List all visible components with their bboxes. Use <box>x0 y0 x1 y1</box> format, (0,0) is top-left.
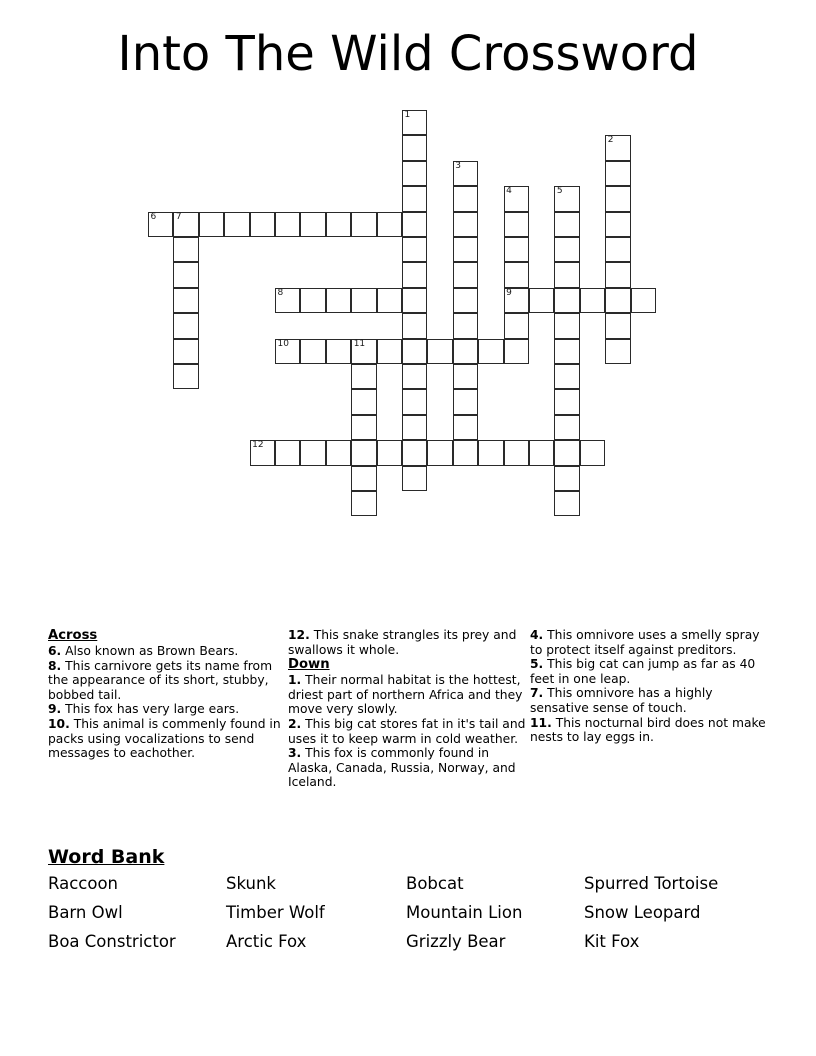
grid-cell[interactable] <box>173 339 198 364</box>
grid-cell[interactable] <box>402 364 427 389</box>
grid-cell[interactable] <box>554 466 579 491</box>
grid-cell[interactable] <box>554 415 579 440</box>
grid-cell[interactable] <box>529 440 554 465</box>
across-heading: Across <box>48 628 98 643</box>
grid-cell[interactable] <box>377 212 402 237</box>
down-heading: Down <box>288 657 330 673</box>
grid-cell[interactable] <box>605 237 630 262</box>
grid-cell[interactable] <box>326 440 351 465</box>
grid-cell[interactable] <box>504 339 529 364</box>
grid-cell[interactable] <box>605 135 630 160</box>
word-bank-item[interactable]: Grizzly Bear <box>406 932 506 951</box>
clue-text: This big cat can jump as far as 40 feet in one leap. <box>530 657 756 686</box>
grid-cell[interactable] <box>529 288 554 313</box>
grid-cell[interactable] <box>402 161 427 186</box>
grid-cell-number: 12 <box>252 440 264 451</box>
grid-cell[interactable] <box>351 440 376 465</box>
clues-column-1 <box>48 628 286 761</box>
word-bank-title: Word Bank <box>48 846 165 868</box>
clue-text: This fox has very large ears. <box>61 702 240 717</box>
clue-text: This snake strangles its prey and swallows it whole. <box>288 628 517 657</box>
grid-cell[interactable] <box>351 415 376 440</box>
word-bank-item[interactable]: Kit Fox <box>584 932 640 951</box>
grid-cell[interactable] <box>173 288 198 313</box>
word-bank-item[interactable]: Skunk <box>226 874 276 893</box>
clue-item[interactable] <box>530 628 775 657</box>
grid-cell[interactable] <box>300 339 325 364</box>
grid-cell[interactable] <box>173 262 198 287</box>
grid-cell[interactable] <box>173 212 198 237</box>
grid-cell[interactable] <box>402 313 427 338</box>
grid-cell[interactable] <box>605 288 630 313</box>
grid-cell[interactable] <box>377 339 402 364</box>
grid-cell[interactable] <box>275 212 300 237</box>
grid-cell[interactable] <box>148 212 173 237</box>
grid-cell[interactable] <box>402 440 427 465</box>
clue-item[interactable] <box>288 717 526 746</box>
grid-cell[interactable] <box>605 212 630 237</box>
grid-cell[interactable] <box>504 212 529 237</box>
grid-cell[interactable] <box>173 237 198 262</box>
grid-cell[interactable] <box>554 262 579 287</box>
grid-cell-number: 9 <box>506 287 512 298</box>
grid-cell[interactable] <box>504 440 529 465</box>
grid-cell[interactable] <box>580 288 605 313</box>
clue-text: Also known as Brown Bears. <box>61 644 239 658</box>
grid-cell[interactable] <box>504 313 529 338</box>
word-bank-item[interactable]: Spurred Tortoise <box>584 874 719 893</box>
crossword-grid[interactable] <box>148 110 668 530</box>
grid-cell[interactable] <box>554 389 579 414</box>
clue-item[interactable] <box>530 686 775 715</box>
clue-text: Their normal habitat is the hottest, driest part of northern Africa and they move very slowly. <box>288 673 523 717</box>
grid-cell[interactable] <box>453 313 478 338</box>
grid-cell[interactable] <box>453 339 478 364</box>
grid-cell[interactable] <box>504 237 529 262</box>
grid-cell[interactable] <box>173 313 198 338</box>
grid-cell[interactable] <box>402 135 427 160</box>
grid-cell[interactable] <box>605 186 630 211</box>
grid-cell[interactable] <box>300 440 325 465</box>
clue-item[interactable] <box>48 659 286 703</box>
grid-cell-number: 8 <box>277 287 284 298</box>
grid-cell[interactable] <box>554 313 579 338</box>
grid-cell[interactable] <box>453 364 478 389</box>
grid-cell[interactable] <box>453 212 478 237</box>
grid-cell[interactable] <box>605 262 630 287</box>
clue-text: This fox is commonly found in Alaska, Canada, Russia, Norway, and Iceland. <box>288 746 516 790</box>
grid-cell[interactable] <box>605 339 630 364</box>
grid-cell[interactable] <box>402 389 427 414</box>
grid-cell[interactable] <box>377 440 402 465</box>
grid-cell[interactable] <box>351 389 376 414</box>
word-bank-item[interactable]: Mountain Lion <box>406 903 523 922</box>
grid-cell[interactable] <box>554 186 579 211</box>
grid-cell[interactable] <box>199 212 224 237</box>
clue-text: This nocturnal bird does not make nests to lay eggs in. <box>530 715 766 745</box>
clue-number: 12. <box>288 628 310 642</box>
grid-cell[interactable] <box>351 466 376 491</box>
clue-number: 11. <box>530 715 552 730</box>
grid-cell[interactable] <box>351 339 376 364</box>
grid-cell[interactable] <box>351 288 376 313</box>
grid-cell[interactable] <box>478 339 503 364</box>
grid-cell-number: 5 <box>556 186 563 197</box>
clue-item[interactable] <box>48 717 286 761</box>
grid-cell-number: 3 <box>455 160 462 171</box>
grid-cell[interactable] <box>580 440 605 465</box>
page-title: Into The Wild Crossword <box>117 26 699 82</box>
grid-cell[interactable] <box>605 313 630 338</box>
clue-number: 2. <box>288 716 302 731</box>
clue-number: 7. <box>530 686 544 701</box>
grid-cell[interactable] <box>402 288 427 313</box>
grid-cell[interactable] <box>453 389 478 414</box>
word-bank-item[interactable]: Timber Wolf <box>226 903 325 922</box>
word-bank-item[interactable]: Raccoon <box>48 874 119 893</box>
clue-number: 10. <box>48 716 70 731</box>
grid-cell[interactable] <box>326 288 351 313</box>
grid-cell-number: 1 <box>404 110 411 120</box>
word-bank-list <box>48 873 778 953</box>
clue-item[interactable] <box>288 628 526 657</box>
grid-cell[interactable] <box>554 288 579 313</box>
grid-cell[interactable] <box>453 415 478 440</box>
grid-cell[interactable] <box>554 212 579 237</box>
grid-cell[interactable] <box>453 237 478 262</box>
clue-item[interactable] <box>530 657 775 686</box>
grid-cell[interactable] <box>326 212 351 237</box>
grid-cell[interactable] <box>250 212 275 237</box>
grid-cell[interactable] <box>427 440 452 465</box>
clue-item[interactable] <box>48 644 286 659</box>
grid-cell[interactable] <box>605 161 630 186</box>
clue-number: 4. <box>530 628 544 642</box>
grid-cell-number: 2 <box>607 135 614 146</box>
grid-cell[interactable] <box>351 364 376 389</box>
grid-cell[interactable] <box>402 110 427 135</box>
clue-item[interactable] <box>48 702 286 717</box>
clue-item[interactable] <box>530 716 775 745</box>
grid-cell[interactable] <box>377 288 402 313</box>
grid-cell[interactable] <box>402 262 427 287</box>
grid-cell[interactable] <box>402 466 427 491</box>
clue-number: 1. <box>288 673 302 688</box>
grid-cell[interactable] <box>275 288 300 313</box>
word-bank-item[interactable]: Boa Constrictor <box>48 932 176 951</box>
grid-cell[interactable] <box>300 212 325 237</box>
clue-number: 9. <box>48 702 62 717</box>
grid-cell[interactable] <box>554 364 579 389</box>
clue-item[interactable] <box>288 746 526 790</box>
grid-cell[interactable] <box>453 161 478 186</box>
clue-text: This omnivore has a highly sensative sense of touch. <box>530 686 713 715</box>
grid-cell-number: 4 <box>506 186 512 197</box>
grid-cell[interactable] <box>453 288 478 313</box>
grid-cell[interactable] <box>453 186 478 211</box>
grid-cell[interactable] <box>554 339 579 364</box>
grid-cell[interactable] <box>402 212 427 237</box>
grid-cell[interactable] <box>453 440 478 465</box>
word-bank-item[interactable]: Snow Leopard <box>584 903 701 922</box>
clue-text: This carnivore gets its name from the appearance of its short, stubby, bobbed tail. <box>48 658 273 702</box>
grid-cell[interactable] <box>478 440 503 465</box>
grid-cell[interactable] <box>554 237 579 262</box>
clues-column-2 <box>288 628 526 790</box>
clue-item[interactable] <box>288 673 526 717</box>
grid-cell[interactable] <box>554 440 579 465</box>
grid-cell[interactable] <box>631 288 656 313</box>
grid-cell[interactable] <box>326 339 351 364</box>
grid-cell[interactable] <box>300 288 325 313</box>
grid-cell-number: 11 <box>353 338 366 349</box>
grid-cell[interactable] <box>453 262 478 287</box>
grid-cell[interactable] <box>275 339 300 364</box>
grid-cell[interactable] <box>402 339 427 364</box>
word-bank-item[interactable]: Arctic Fox <box>226 932 307 951</box>
clue-number: 6. <box>48 644 62 658</box>
clue-number: 8. <box>48 658 62 673</box>
clue-number: 5. <box>530 657 544 672</box>
grid-cell[interactable] <box>351 212 376 237</box>
grid-cell[interactable] <box>504 186 529 211</box>
grid-cell[interactable] <box>504 288 529 313</box>
grid-cell[interactable] <box>351 491 376 516</box>
grid-cell-number: 7 <box>175 211 182 222</box>
grid-cell[interactable] <box>504 262 529 287</box>
clue-text: This omnivore uses a smelly spray to protect itself against preditors. <box>530 628 760 657</box>
word-bank-item[interactable]: Bobcat <box>406 874 464 893</box>
clue-text: This big cat stores fat in it's tail and uses it to keep warm in cold weather. <box>288 716 526 746</box>
grid-cell[interactable] <box>275 440 300 465</box>
grid-cell[interactable] <box>402 237 427 262</box>
grid-cell-number: 10 <box>277 338 289 349</box>
word-bank-item[interactable]: Barn Owl <box>48 903 123 922</box>
grid-cell[interactable] <box>427 339 452 364</box>
clue-number: 3. <box>288 746 302 761</box>
grid-cell[interactable] <box>402 186 427 211</box>
clues-column-3 <box>530 628 775 745</box>
grid-cell[interactable] <box>250 440 275 465</box>
grid-cell[interactable] <box>554 491 579 516</box>
grid-cell-number: 6 <box>150 211 157 222</box>
grid-cell[interactable] <box>224 212 249 237</box>
clue-text: This animal is commenly found in packs using vocalizations to send messages to eachother. <box>48 716 281 761</box>
word-bank <box>48 845 778 953</box>
grid-cell[interactable] <box>173 364 198 389</box>
grid-cell[interactable] <box>402 415 427 440</box>
